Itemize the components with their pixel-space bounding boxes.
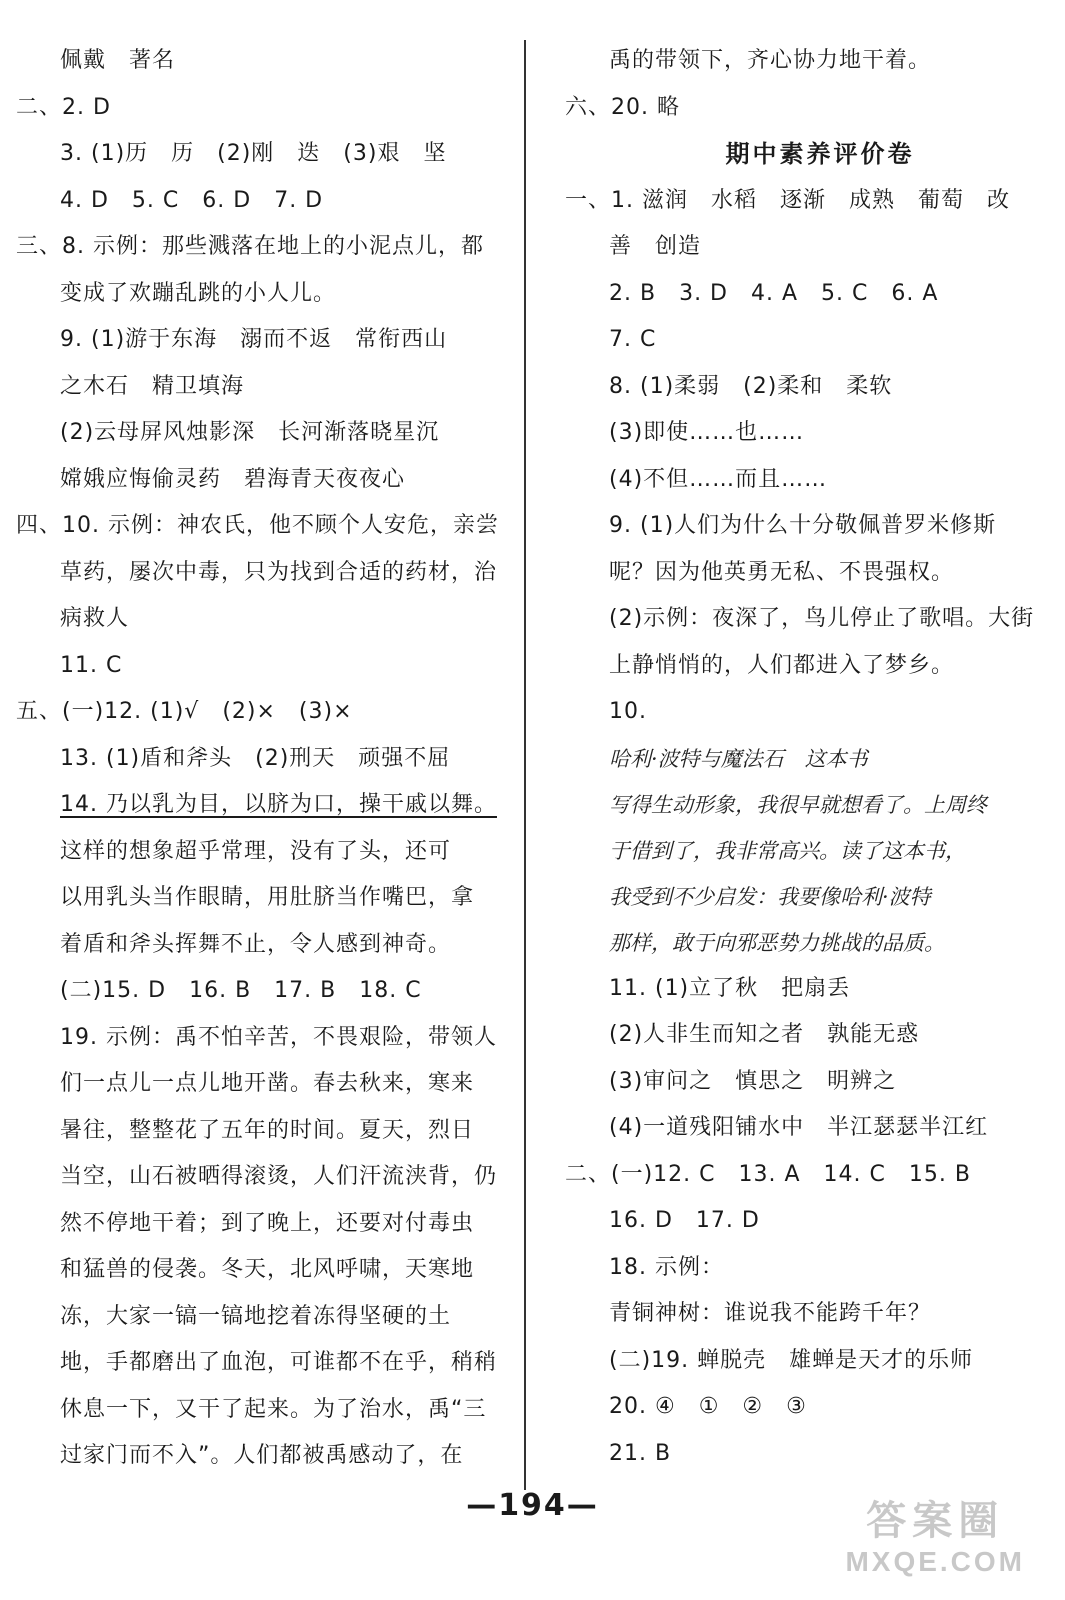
- answer-text: 们一点儿一点儿地开凿。春去秋来，寒来: [60, 1071, 475, 1096]
- answer-line: [16, 38, 486, 85]
- answer-line: [565, 966, 1045, 1013]
- right-column: [565, 38, 1045, 1477]
- answer-line: [16, 1154, 498, 1201]
- answer-line: [565, 38, 1045, 85]
- answer-text: 21. B: [609, 1440, 672, 1466]
- answer-line: [16, 1201, 486, 1248]
- answer-line: [16, 1294, 486, 1341]
- answer-line: [16, 1433, 486, 1480]
- handwriting-text: 于借到了，我非常高兴。读了这本书，: [609, 838, 966, 863]
- answer-line: [16, 457, 486, 504]
- handwriting-text: 写得生动形象，我很早就想看了。上周终: [609, 792, 987, 817]
- answer-text: 嫦娥应悔偷灵药 碧海青天夜夜心: [60, 466, 406, 492]
- answer-text: 2. B 3. D 4. A 5. C 6. A: [609, 280, 939, 306]
- handwriting-text: 那样，敢于向邪恶势力挑战的品质。: [609, 930, 945, 955]
- answer-text: 20. ④ ① ② ③: [609, 1394, 807, 1419]
- answer-text: 休息一下，又干了起来。为了治水，禹“三: [60, 1396, 487, 1422]
- answer-line: [16, 829, 486, 876]
- answer-line: [16, 736, 486, 783]
- handwriting-text: 哈利·波特与魔法石 这本书: [609, 746, 868, 771]
- answer-line: [565, 1152, 1045, 1199]
- answer-text: 8. (1)柔弱 (2)柔和 柔软: [609, 373, 893, 399]
- answer-line: [16, 689, 486, 736]
- answer-text: 四、10. 示例：神农氏，他不顾个人安危，亲尝: [16, 513, 499, 538]
- answer-line: [565, 596, 1045, 643]
- watermark-url: MXQE.COM: [845, 1546, 1025, 1577]
- answer-text: 一、1. 滋润 水稻 逐渐 成熟 葡萄 改: [565, 187, 1010, 213]
- answer-text: 9. (1)游于东海 溺而不返 常衔西山: [60, 327, 448, 352]
- answer-line: [565, 1198, 1045, 1245]
- answer-line: [16, 782, 497, 829]
- handwriting-text: 我受到不少启发：我要像哈利·波特: [609, 884, 931, 909]
- answer-text: 4. D 5. C 6. D 7. D: [60, 187, 324, 213]
- handwritten-answer: [565, 736, 1045, 966]
- answer-text: 11. (1)立了秋 把扇丢: [609, 975, 851, 1001]
- answer-text: 14. 乃以乳为目，以脐为口，操干戚以舞。: [60, 792, 497, 817]
- answer-text: 13. (1)盾和斧头 (2)刑天 顽强不屈: [60, 745, 451, 771]
- right-bottom-block: [565, 966, 1045, 1478]
- right-top-block: [565, 38, 1045, 131]
- handwriting-line: [565, 920, 1045, 966]
- answer-text: 这样的想象超乎常理，没有了头，还可: [60, 838, 452, 864]
- answer-line: [565, 1291, 1045, 1338]
- answer-text: (二)19. 蝉脱壳 雄蝉是天才的乐师: [609, 1347, 974, 1373]
- answer-text: 暑往，整整花了五年的时间。夏天，烈日: [60, 1117, 475, 1143]
- answer-line: [16, 503, 499, 550]
- answer-line: [565, 457, 1045, 504]
- answer-line: [16, 1015, 497, 1062]
- section-heading: 期中素养评价卷: [725, 140, 915, 168]
- answer-line: [565, 364, 1045, 411]
- answer-text: 7. C: [609, 327, 657, 352]
- answer-line: [16, 1108, 486, 1155]
- answer-line: [16, 131, 486, 178]
- answer-text: 以用乳头当作眼睛，用肚脐当作嘴巴，拿: [60, 885, 475, 910]
- answer-text: 禹的带领下，齐心协力地干着。: [609, 48, 932, 73]
- answer-line: [565, 224, 1045, 271]
- answer-line: [16, 1340, 498, 1387]
- answer-line: [565, 503, 1045, 550]
- answer-text: 16. D 17. D: [609, 1208, 760, 1233]
- answer-text: (4)一道残阳铺水中 半江瑟瑟半江红: [609, 1115, 989, 1140]
- answer-line: [16, 317, 486, 364]
- handwriting-line: [565, 782, 1045, 828]
- answer-text: 11. C: [60, 652, 123, 678]
- answer-line: [565, 1338, 1045, 1385]
- handwriting-line: [565, 736, 1045, 782]
- watermark-logo-text: 答案圈: [866, 1499, 1005, 1543]
- answer-line: [565, 1245, 1045, 1292]
- left-column: [16, 38, 499, 1480]
- answer-line: [565, 550, 1045, 597]
- answer-text: 青铜神树：谁说我不能跨千年？: [609, 1301, 932, 1326]
- answer-text: 之木石 精卫填海: [60, 373, 245, 399]
- answer-line: [16, 271, 486, 318]
- answer-line: [565, 1431, 1045, 1478]
- answer-text: (4)不但……而且……: [609, 466, 828, 492]
- answer-line: [565, 1012, 1045, 1059]
- answer-text: (3)即使……也……: [609, 420, 805, 445]
- answer-text: (2)云母屏风烛影深 长河渐落晓星沉: [60, 420, 440, 445]
- answer-text: 二、(一)12. C 13. A 14. C 15. B: [565, 1161, 971, 1187]
- handwriting-line: [565, 828, 1045, 874]
- answer-text: 变成了欢蹦乱跳的小人儿。: [60, 280, 337, 306]
- answer-text: 六、20. 略: [565, 94, 680, 120]
- answer-line: [565, 85, 1045, 132]
- answer-line: [16, 224, 486, 271]
- answer-text: (3)审问之 慎思之 明辨之: [609, 1068, 897, 1094]
- answer-text: 19. 示例：禹不怕辛苦，不畏艰险，带领人: [60, 1024, 497, 1050]
- answer-line: [16, 550, 498, 597]
- answer-text: 呢？因为他英勇无私、不畏强权。: [609, 559, 955, 585]
- answer-text: 然不停地干着；到了晚上，还要对付毒虫: [60, 1210, 475, 1236]
- answer-line: [565, 643, 1045, 690]
- right-mid-block: [565, 178, 1045, 736]
- answer-line: [16, 922, 486, 969]
- answer-line: [565, 410, 1045, 457]
- answer-text: 三、8. 示例：那些溅落在地上的小泥点儿，都: [16, 234, 484, 259]
- answer-text: 病救人: [60, 606, 130, 631]
- page-number: —194—: [466, 1488, 599, 1523]
- answer-line: [565, 271, 1045, 318]
- answer-text: 佩戴 著名: [60, 48, 176, 73]
- answer-text: 18. 示例：: [609, 1254, 724, 1280]
- answer-text: 冻，大家一镐一镐地挖着冻得坚硬的土: [60, 1303, 452, 1329]
- answer-line: [16, 178, 486, 225]
- watermark: [845, 1489, 1025, 1578]
- answer-line: [16, 1061, 486, 1108]
- answer-line: [16, 875, 486, 922]
- answer-line: [16, 1247, 486, 1294]
- answer-text: 二、2. D: [16, 94, 111, 120]
- answer-text: (二)15. D 16. B 17. B 18. C: [60, 978, 422, 1003]
- answer-text: 着盾和斧头挥舞不止，令人感到神奇。: [60, 931, 452, 957]
- answer-text: 五、(一)12. (1)√ (2)× (3)×: [16, 699, 353, 724]
- answer-line: [565, 1384, 1045, 1431]
- answer-text: (2)人非生而知之者 孰能无惑: [609, 1022, 920, 1047]
- answer-text: 过家门而不入”。人们都被禹感动了，在: [60, 1443, 464, 1468]
- answer-line: [16, 364, 486, 411]
- answer-text: (2)示例：夜深了，鸟儿停止了歌唱。大街: [609, 606, 1035, 631]
- column-divider: [524, 40, 526, 1490]
- answer-text: 3. (1)历 历 (2)刚 迭 (3)艰 坚: [60, 141, 447, 166]
- answer-text: 当空，山石被晒得滚烫，人们汗流浃背，仍: [60, 1164, 498, 1189]
- answer-text: 草药，屡次中毒，只为找到合适的药材，治: [60, 559, 498, 585]
- handwriting-line: [565, 874, 1045, 920]
- answer-text: 10.: [609, 699, 647, 724]
- answer-text: 地，手都磨出了血泡，可谁都不在乎，稍稍: [60, 1350, 498, 1375]
- answer-line: [565, 178, 1045, 225]
- answer-line: [16, 968, 486, 1015]
- answer-line: [16, 596, 486, 643]
- answer-line: [565, 1059, 1045, 1106]
- answer-text: 上静悄悄的，人们都进入了梦乡。: [609, 652, 955, 678]
- answer-line: [16, 643, 486, 690]
- answer-line: [16, 85, 486, 132]
- answer-line: [565, 317, 1045, 364]
- answer-line: [565, 1105, 1045, 1152]
- answer-text: 9. (1)人们为什么十分敬佩普罗米修斯: [609, 513, 997, 538]
- answer-line: [16, 410, 486, 457]
- answer-text: 和猛兽的侵袭。冬天，北风呼啸，天寒地: [60, 1257, 475, 1282]
- answer-line: [565, 689, 1045, 736]
- answer-text: 善 创造: [609, 234, 702, 259]
- answer-line: [16, 1387, 486, 1434]
